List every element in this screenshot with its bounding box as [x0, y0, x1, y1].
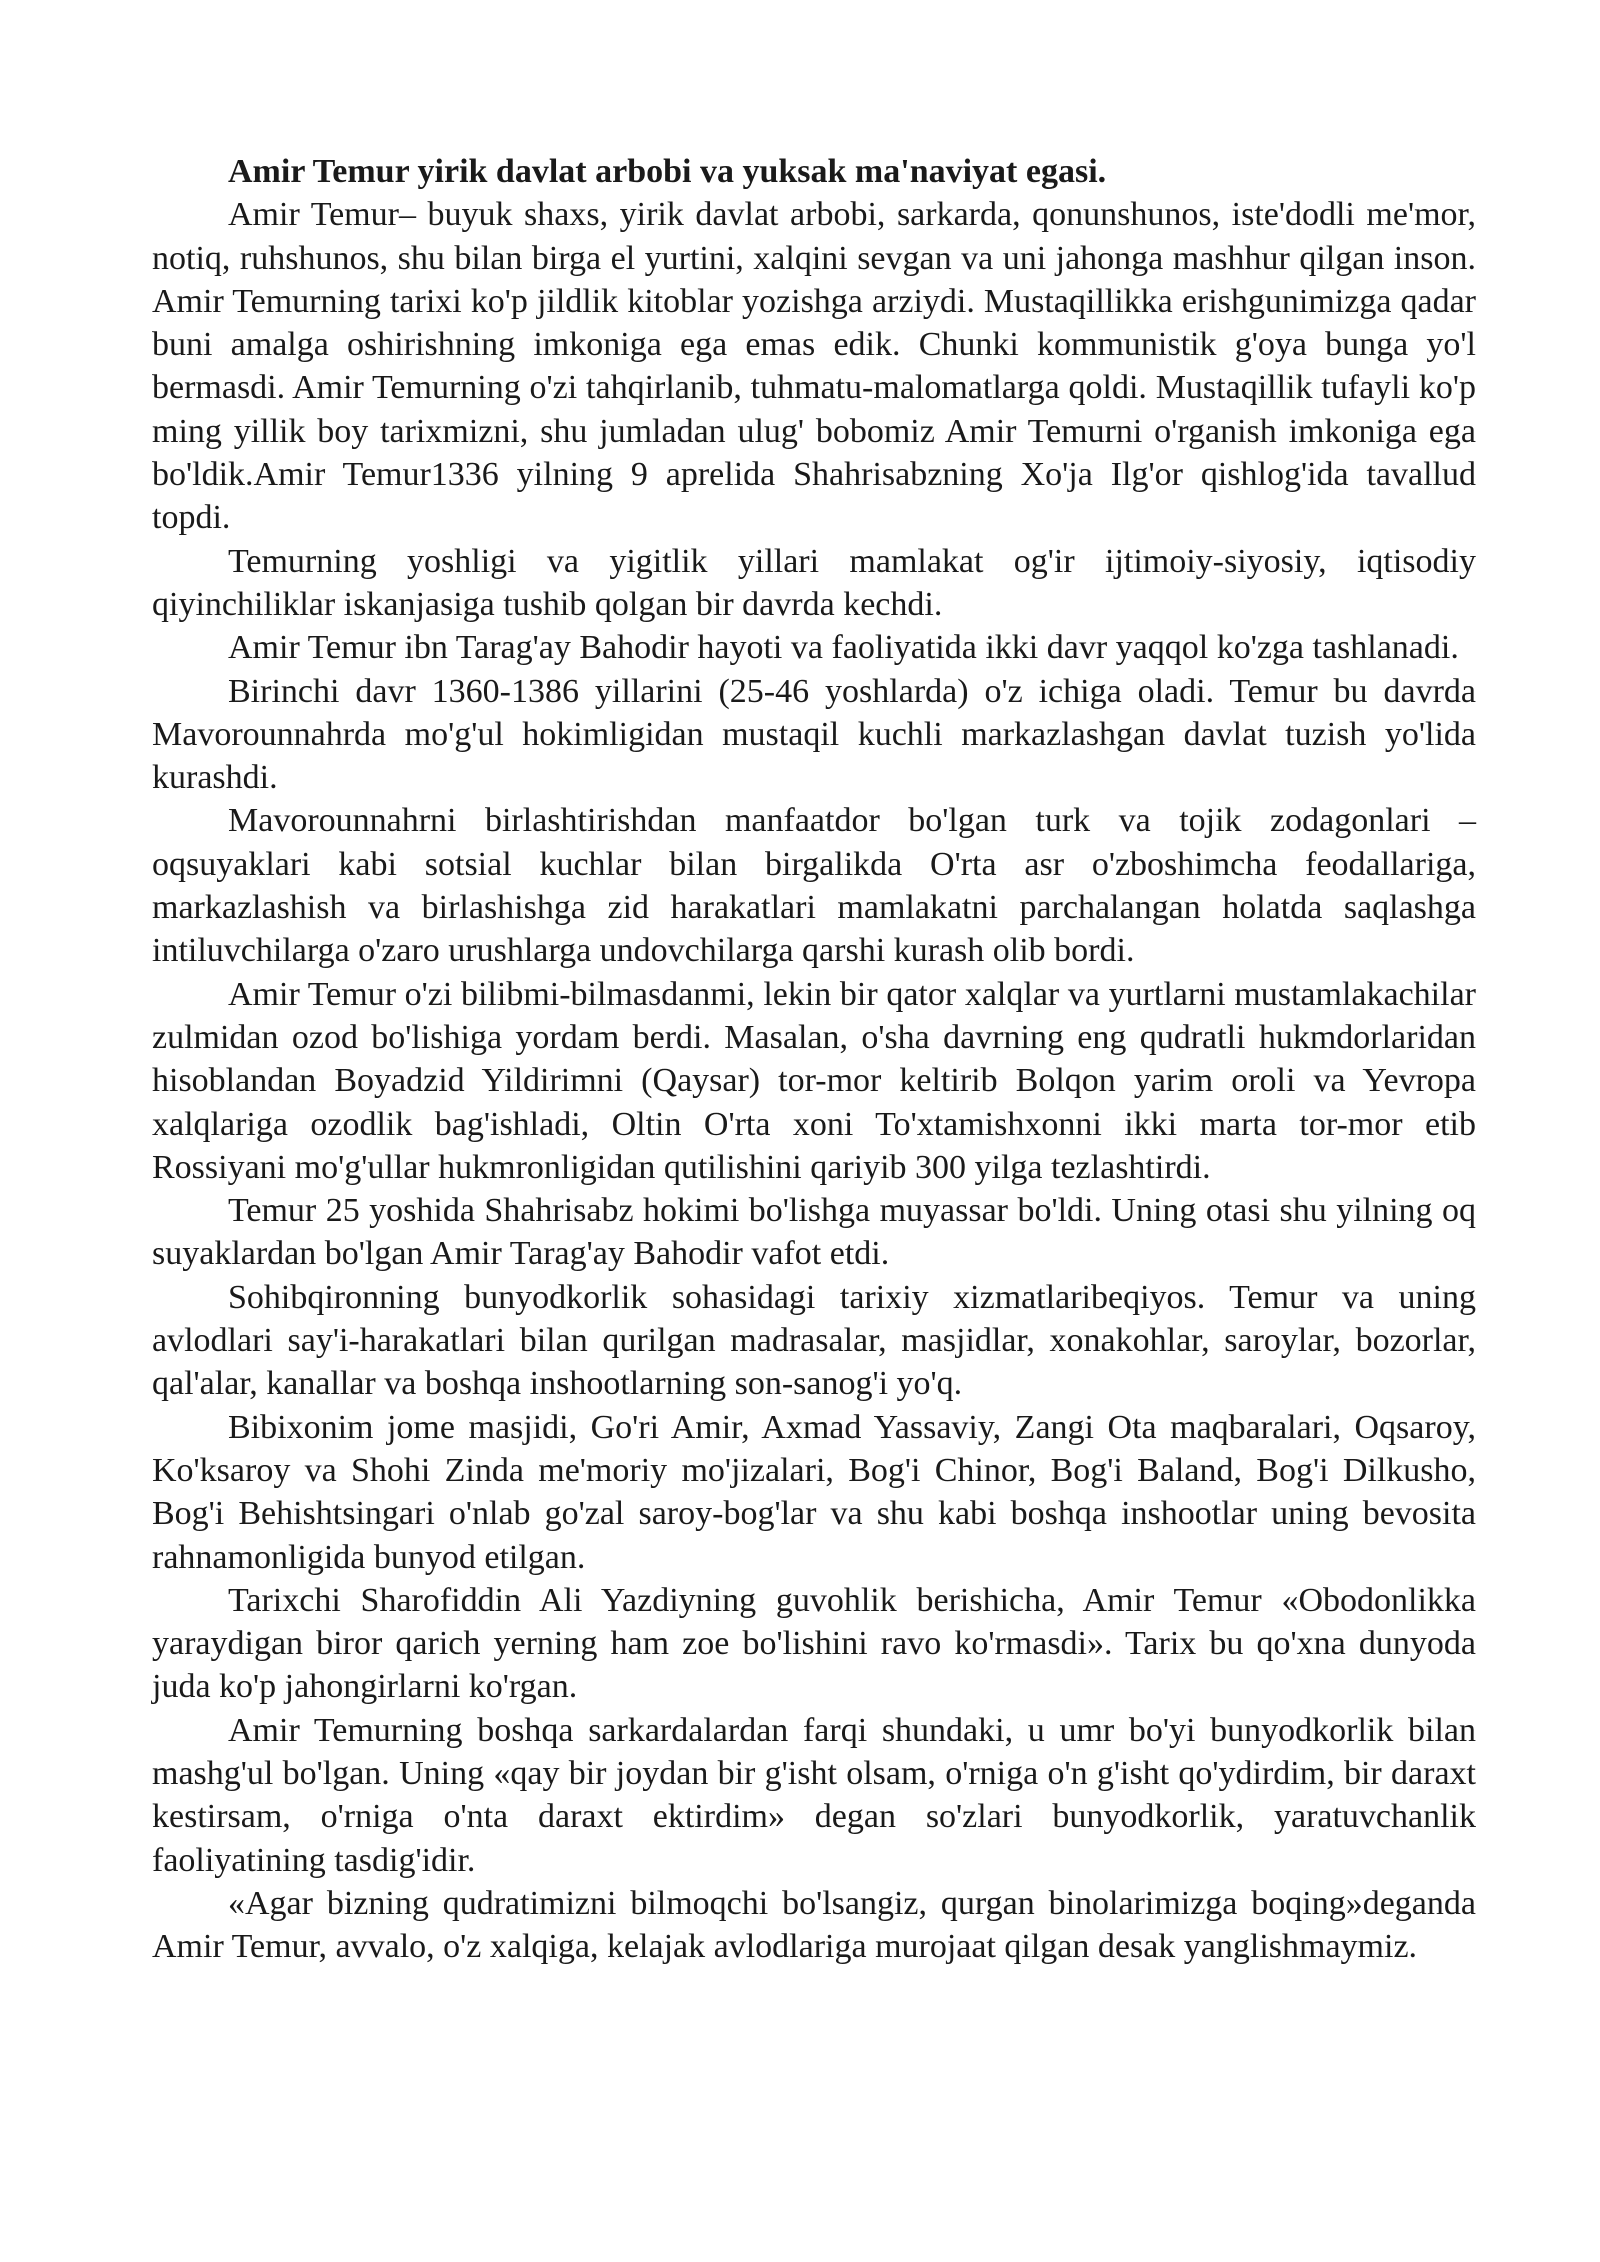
paragraph: Amir Temur– buyuk shaxs, yirik davlat arbobi, sarkarda, qonunshunos, iste'dodli me'mor, notiq, ruhshunos, shu bilan birga el yurtini, xalqini sevgan va uni jahonga mashhur qilgan inson. Amir Temurning tarixi ko'p jildlik kitoblar yozishga arziydi. Mustaqillikka erishgunimizga qadar buni amalga oshirishning imkoniga ega emas edik. Chunki kommunistik g'oya bunga yo'l bermasdi. Amir Temurning o'zi tahqirlanib, tuhmatu-malomatlarga qoldi. Mustaqillik tufayli ko'p ming yillik boy tarixmizni, shu jumladan ulug' bobomiz Amir Temurni o'rganish imkoniga ega bo'ldik.Amir Temur1336 yilning 9 aprelida Shahrisabzning Xo'ja Ilg'or qishlog'ida tavallud topdi.: [152, 196, 1476, 537]
paragraph: Tarixchi Sharofiddin Ali Yazdiyning guvohlik berishicha, Amir Temur «Obodonlikka yaraydigan biror qarich yerning ham zoe bo'lishini ravo ko'rmasdi». Tarix bu qo'xna dunyoda juda ko'p jahongirlarni ko'rgan.: [152, 1581, 1476, 1706]
paragraph: Amir Temur ibn Tarag'ay Bahodir hayoti va faoliyatida ikki davr yaqqol ko'zga tashlanadi.: [228, 629, 1459, 667]
paragraph: Bibixonim jome masjidi, Go'ri Amir, Axmad Yassaviy, Zangi Ota maqbaralari, Oqsaroy, Ko'ksaroy va Shohi Zinda me'moriy mo'jizalari, Bog'i Chinor, Bog'i Baland, Bog'i Dilkusho, Bog'i Behishtsingari o'nlab go'zal saroy-bog'lar va shu kabi boshqa inshootlar uning bevosita rahnamonligida bunyod etilgan.: [152, 1408, 1476, 1576]
paragraph: Birinchi davr 1360-1386 yillarini (25-46 yoshlarda) o'z ichiga oladi. Temur bu davrda Mavorounnahrda mo'g'ul hokimligidan mustaqil kuchli markazlashgan davlat tuzish yo'lida kurashdi.: [152, 672, 1476, 797]
paragraph: Temur 25 yoshida Shahrisabz hokimi bo'lishga muyassar bo'ldi. Uning otasi shu yilning oq suyaklardan bo'lgan Amir Tarag'ay Bahodir vafot etdi.: [152, 1192, 1476, 1273]
paragraph: Amir Temurning boshqa sarkardalardan farqi shundaki, u umr bo'yi bunyodkorlik bilan mashg'ul bo'lgan. Uning «qay bir joydan bir g'isht olsam, o'rniga o'n g'isht qo'ydirdim, bir daraxt kestirsam, o'rniga o'nta daraxt ektirdim» degan so'zlari bunyodkorlik, yaratuvchanlik faoliyatining tasdig'idir.: [152, 1711, 1476, 1879]
paragraph: «Agar bizning qudratimizni bilmoqchi bo'lsangiz, qurgan binolarimizga boqing»deganda Amir Temur, avvalo, o'z xalqiga, kelajak avlodlariga murojaat qilgan desak yanglishmaymiz.: [152, 1884, 1476, 1966]
paragraph: Amir Temur o'zi bilibmi-bilmasdanmi, lekin bir qator xalqlar va yurtlarni mustamlakachilar zulmidan ozod bo'lishiga yordam berdi. Masalan, o'sha davrning eng qudratli hukmdorlaridan hisoblandan Boyadzid Yildirimni (Qaysar) tor-mor keltirib Bolqon yarim oroli va Yevropa xalqlariga ozodlik bag'ishladi, Oltin O'rta xoni To'xtamishxonni ikki marta tor-mor etib Rossiyani mo'g'ullar hukmronligidan qutilishini qariyib 300 yilga tezlashtirdi.: [152, 975, 1476, 1186]
paragraph: Mavorounnahrni birlashtirishdan manfaatdor bo'lgan turk va tojik zodagonlari – oqsuyaklari kabi sotsial kuchlar bilan birgalikda O'rta asr o'zboshimcha feodallariga, markazlashish va birlashishga zid harakatlari mamlakatni parchalangan holatda saqlashga intiluvchilarga o'zaro urushlarga undovchilarga qarshi kurash olib bordi.: [152, 802, 1476, 970]
paragraph: Sohibqironning bunyodkorlik sohasidagi tarixiy xizmatlaribeqiyos. Temur va uning avlodlari say'i-harakatlari bilan qurilgan madrasalar, masjidlar, xonakohlar, saroylar, bozorlar, qal'alar, kanallar va boshqa inshootlarning son-sanog'i yo'q.: [152, 1278, 1476, 1403]
document-page: [152, 150, 1476, 1968]
paragraph: Temurning yoshligi va yigitlik yillari mamlakat og'ir ijtimoiy-siyosiy, iqtisodiy qiyinchiliklar iskanjasiga tushib qolgan bir davrda kechdi.: [152, 542, 1476, 623]
document-title: Amir Temur yirik davlat arbobi va yuksak ma'naviyat egasi.: [228, 153, 1107, 190]
